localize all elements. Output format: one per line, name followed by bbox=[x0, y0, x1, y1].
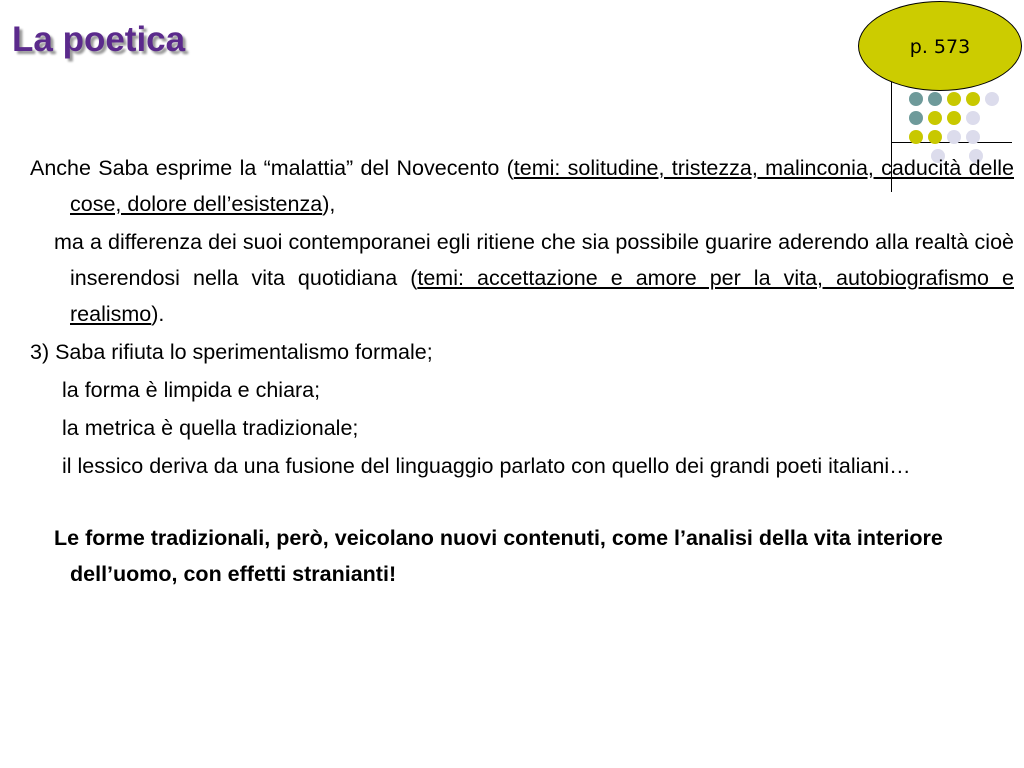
decorative-dot bbox=[909, 92, 923, 106]
decorative-dot bbox=[947, 130, 961, 144]
paragraph-sperimentalismo: 3) Saba rifiuta lo sperimentalismo formale; bbox=[30, 340, 433, 364]
paragraph-text: ). bbox=[151, 302, 165, 326]
paragraph-lessico: il lessico deriva da una fusione del linguaggio parlato con quello dei grandi poeti italiani… bbox=[62, 454, 911, 478]
paragraph-metrica: la metrica è quella tradizionale; bbox=[62, 416, 359, 440]
decorative-dot bbox=[928, 130, 942, 144]
decorative-dot bbox=[928, 111, 942, 125]
decorative-dot bbox=[985, 92, 999, 106]
paragraph-text: ), bbox=[322, 192, 336, 216]
decorative-dot bbox=[966, 130, 980, 144]
page-number-badge bbox=[858, 1, 1022, 91]
paragraph-conclusion: Le forme tradizionali, però, veicolano nuovi contenuti, come l’analisi della vita interiore dell’uomo, con effetti stranianti! bbox=[54, 526, 943, 586]
underlined-themes: temi: accettazione e amore per la vita, autobiografismo e realismo bbox=[70, 266, 1014, 326]
decorative-dot bbox=[947, 92, 961, 106]
slide-title: La poetica bbox=[12, 20, 186, 59]
page-number-label: p. 573 bbox=[909, 36, 971, 58]
slide-body bbox=[30, 150, 1014, 594]
paragraph-malattia bbox=[30, 150, 1014, 222]
paragraph-text: ma a differenza dei suoi contemporanei egli ritiene che sia possibile guarire aderendo alla realtà cioè inserendosi nella vita quotidiana ( bbox=[54, 230, 1014, 290]
decorative-dot bbox=[966, 92, 980, 106]
decorative-dot bbox=[966, 111, 980, 125]
underlined-themes: temi: solitudine, tristezza, malinconia, caducità delle cose, dolore dell’esistenza bbox=[70, 156, 1014, 216]
decorative-dot bbox=[928, 92, 942, 106]
paragraph-forma: la forma è limpida e chiara; bbox=[62, 378, 321, 402]
decorative-dot bbox=[947, 111, 961, 125]
decorative-dot bbox=[909, 130, 923, 144]
paragraph-text: Anche Saba esprime la “malattia” del Novecento ( bbox=[30, 156, 514, 180]
decorative-dot bbox=[909, 111, 923, 125]
paragraph-guarire bbox=[30, 224, 1014, 332]
